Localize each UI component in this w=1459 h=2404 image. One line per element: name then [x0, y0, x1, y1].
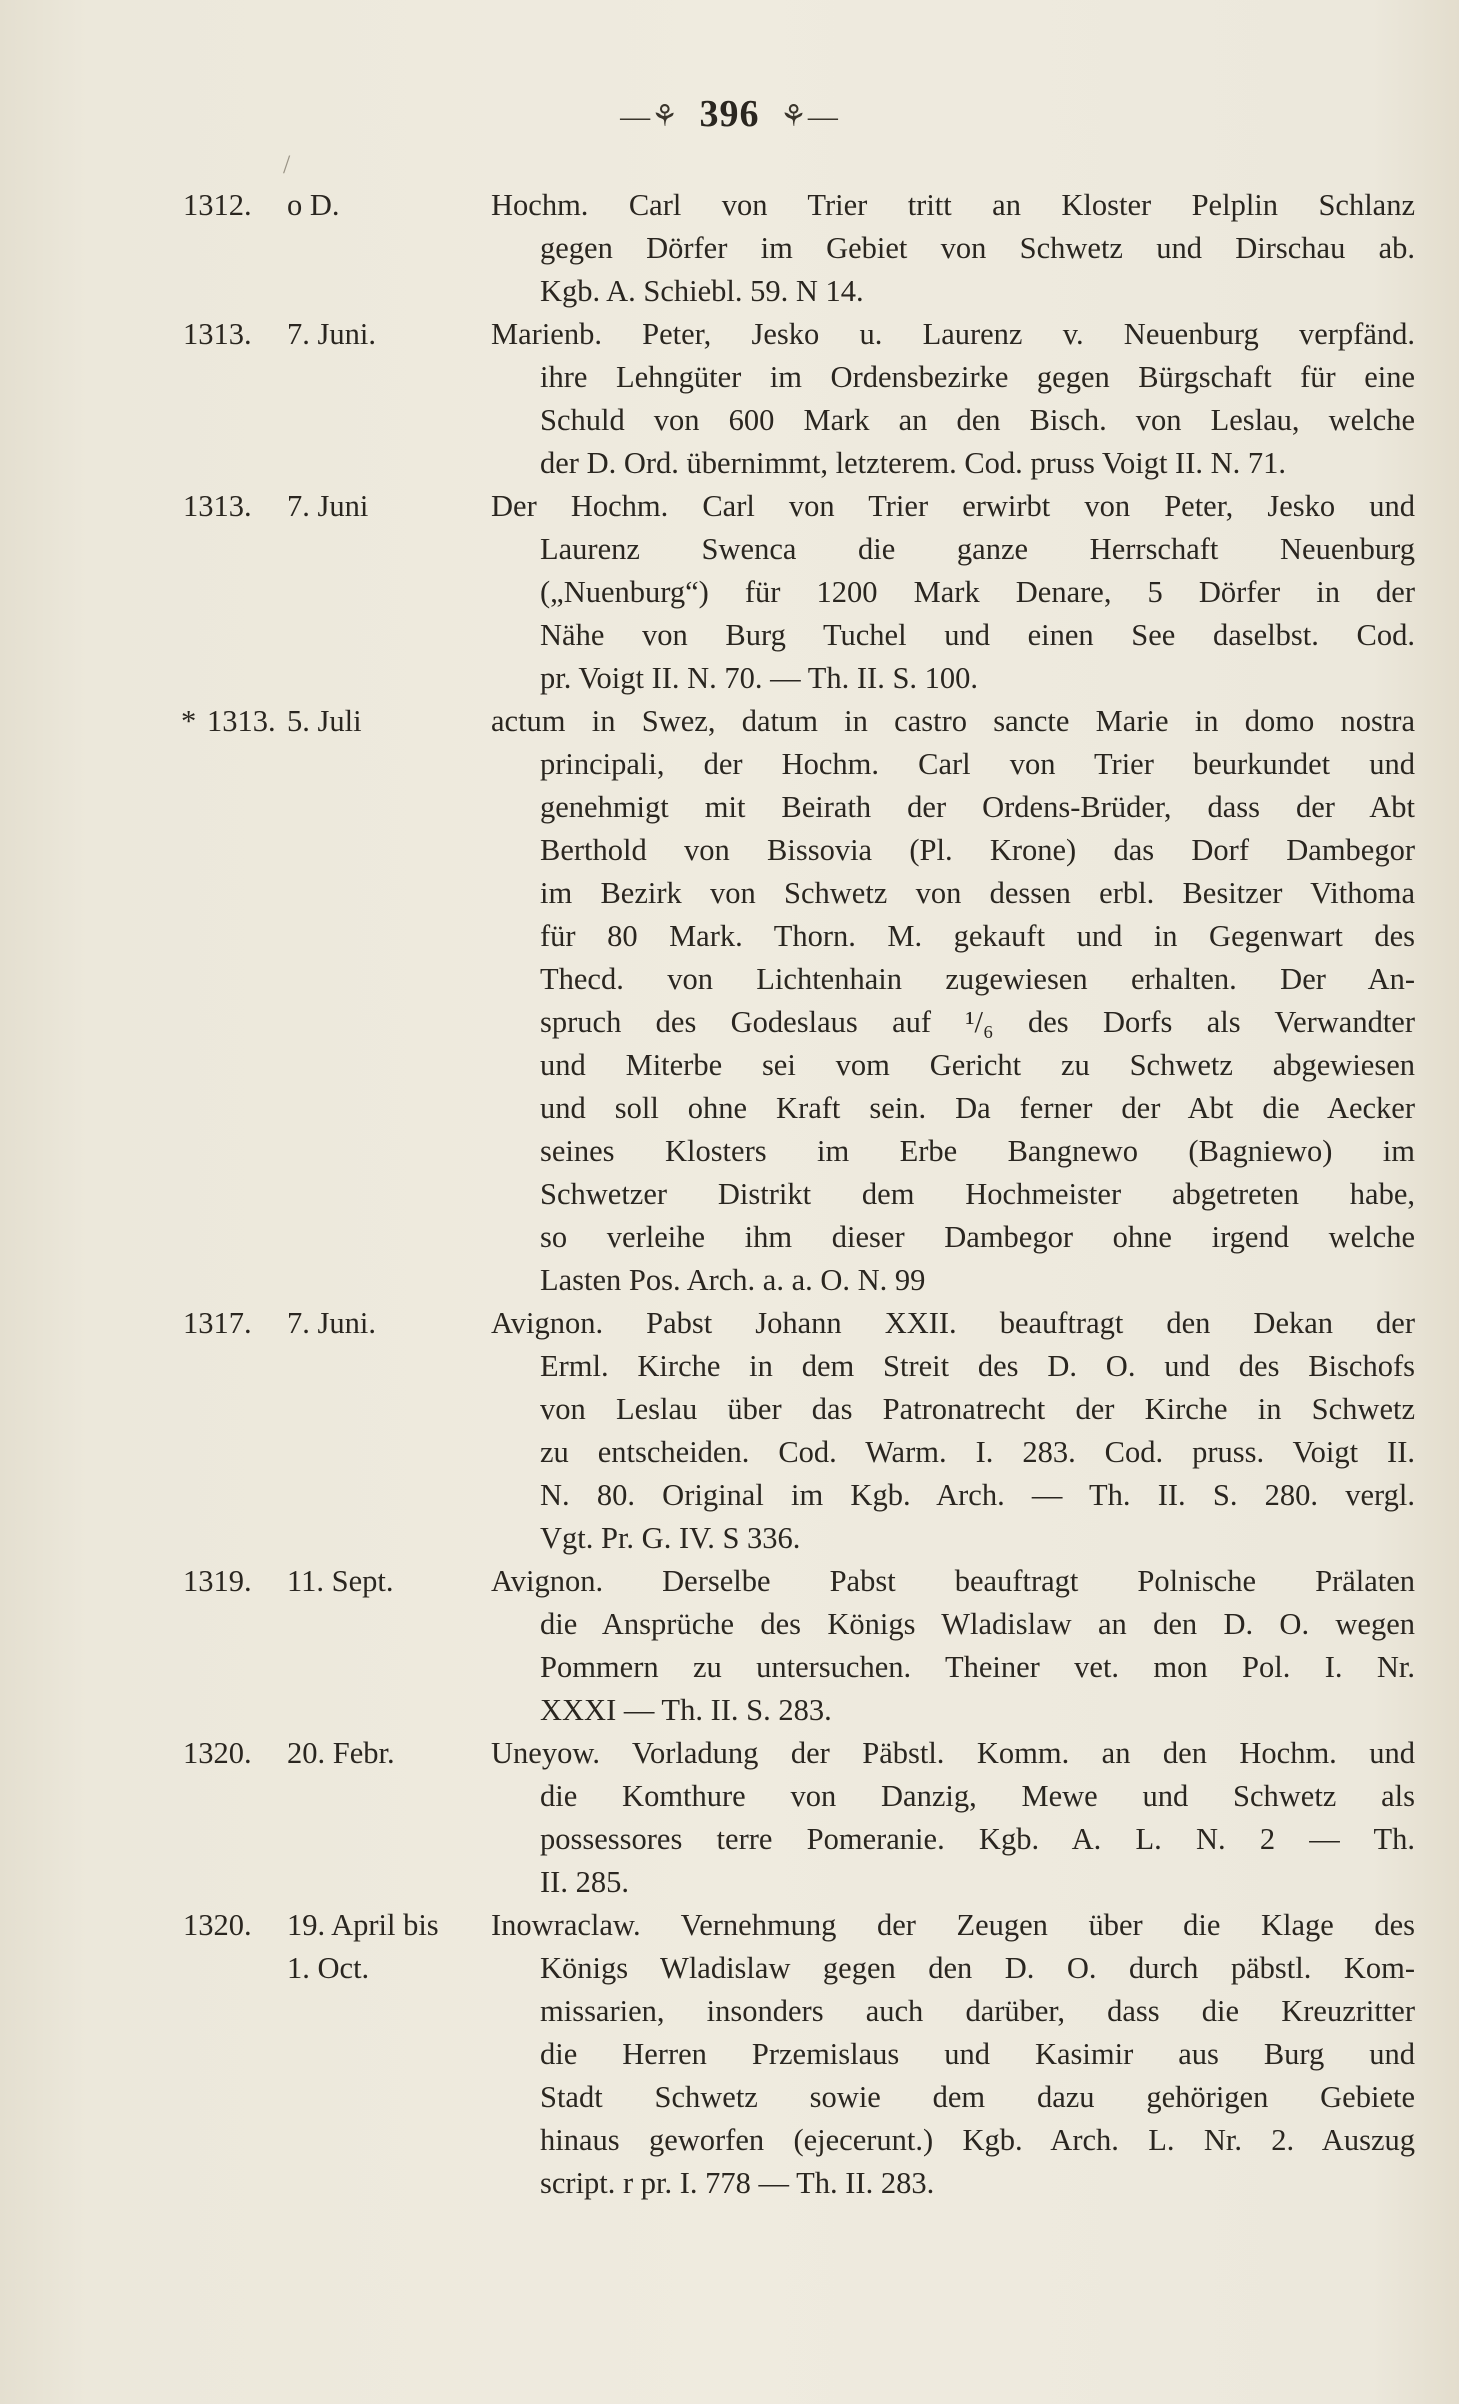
- entry-text-line: Berthold von Bissovia (Pl. Krone) das Dorf Dambegor: [540, 833, 1415, 867]
- entry-text-line: im Bezirk von Schwetz von dessen erbl. Besitzer Vithoma: [540, 876, 1415, 910]
- entry-year: 1313.: [183, 317, 252, 351]
- entry-asterisk: *: [181, 704, 197, 738]
- entry-text-line: Stadt Schwetz sowie dem dazu gehörigen Gebiete: [540, 2080, 1415, 2114]
- entry-text-line: pr. Voigt II. N. 70. — Th. II. S. 100.: [540, 661, 979, 695]
- entry-text-line: Schwetzer Distrikt dem Hochmeister abgetreten habe,: [540, 1177, 1415, 1211]
- entry-text-line: ihre Lehngüter im Ordensbezirke gegen Bürgschaft für eine: [540, 360, 1415, 394]
- entry-text-line: gegen Dörfer im Gebiet von Schwetz und Dirschau ab.: [540, 231, 1415, 265]
- entry-year: 1312.: [183, 188, 252, 222]
- entry-text-line: Königs Wladislaw gegen den D. O. durch päbstl. Kom-: [540, 1951, 1415, 1985]
- entry-text-line: Uneyow. Vorladung der Päbstl. Komm. an den Hochm. und: [491, 1736, 1415, 1770]
- entry-text-line: Hochm. Carl von Trier tritt an Kloster Pelplin Schlanz: [491, 188, 1415, 222]
- entry-text-line: Erml. Kirche in dem Streit des D. O. und des Bischofs: [540, 1349, 1415, 1383]
- entry-text-line: principali, der Hochm. Carl von Trier beurkundet und: [540, 747, 1415, 781]
- chronicle-entries: [0, 184, 1459, 2205]
- entry-text: [491, 184, 1415, 313]
- entry-text-line: von Leslau über das Patronatrecht der Kirche in Schwetz: [540, 1392, 1415, 1426]
- entry-text-line: Avignon. Pabst Johann XXII. beauftragt den Dekan der: [491, 1306, 1415, 1340]
- entry-text: [491, 700, 1415, 1302]
- header-ornament-left: —⚘: [620, 100, 679, 133]
- chronicle-entry: [0, 1732, 1459, 1904]
- entry-text-line: missarien, insonders auch darüber, dass die Kreuzritter: [540, 1994, 1415, 2028]
- entry-text-line: für 80 Mark. Thorn. M. gekauft und in Gegenwart des: [540, 919, 1415, 953]
- entry-text-line: Pommern zu untersuchen. Theiner vet. mon Pol. I. Nr.: [540, 1650, 1415, 1684]
- entry-text-line: genehmigt mit Beirath der Ordens-Brüder, dass der Abt: [540, 790, 1415, 824]
- entry-date: 7. Juni: [287, 489, 369, 523]
- entry-text-line: hinaus geworfen (ejecerunt.) Kgb. Arch. L. Nr. 2. Auszug: [540, 2123, 1415, 2157]
- entry-text: [491, 1904, 1415, 2205]
- chronicle-entry: [0, 700, 1459, 1302]
- entry-text-line: die Ansprüche des Königs Wladislaw an den D. O. wegen: [540, 1607, 1415, 1641]
- chronicle-entry: [0, 1560, 1459, 1732]
- entry-text-line: Kgb. A. Schiebl. 59. N 14.: [540, 274, 864, 308]
- entry-date: 7. Juni.: [287, 1306, 376, 1340]
- entry-year: 1320.: [183, 1908, 252, 1942]
- entry-date: o D.: [287, 188, 340, 222]
- entry-text-line: so verleihe ihm dieser Dambegor ohne irgend welche: [540, 1220, 1415, 1254]
- entry-text-line: die Herren Przemislaus und Kasimir aus Burg und: [540, 2037, 1415, 2071]
- entry-text-line: Marienb. Peter, Jesko u. Laurenz v. Neuenburg verpfänd.: [491, 317, 1415, 351]
- entry-text: [491, 1560, 1415, 1732]
- entry-text-line: die Komthure von Danzig, Mewe und Schwetz als: [540, 1779, 1415, 1813]
- chronicle-entry: [0, 1302, 1459, 1560]
- entry-text-line: („Nuenburg“) für 1200 Mark Denare, 5 Dörfer in der: [540, 575, 1415, 609]
- entry-year: 1319.: [183, 1564, 252, 1598]
- entry-text-line: Der Hochm. Carl von Trier erwirbt von Peter, Jesko und: [491, 489, 1415, 523]
- entry-text-line: actum in Swez, datum in castro sancte Marie in domo nostra: [491, 704, 1415, 738]
- entry-year: 1313.: [183, 489, 252, 523]
- entry-text-line: Vgt. Pr. G. IV. S 336.: [540, 1521, 801, 1555]
- entry-year: 1313.: [207, 704, 276, 738]
- entry-date: 5. Juli: [287, 704, 362, 738]
- entry-text-line: N. 80. Original im Kgb. Arch. — Th. II. S. 280. vergl.: [540, 1478, 1415, 1512]
- entry-text-line: II. 285.: [540, 1865, 629, 1899]
- entry-date: 11. Sept.: [287, 1564, 394, 1598]
- chronicle-entry: [0, 313, 1459, 485]
- entry-date: 20. Febr.: [287, 1736, 395, 1770]
- entry-text-line: spruch des Godeslaus auf ¹/₆ des Dorfs als Verwandter: [540, 1005, 1415, 1039]
- chronicle-entry: [0, 1904, 1459, 2205]
- entry-text-line: Avignon. Derselbe Pabst beauftragt Polnische Prälaten: [491, 1564, 1415, 1598]
- entry-year: 1317.: [183, 1306, 252, 1340]
- entry-text-line: Inowraclaw. Vernehmung der Zeugen über die Klage des: [491, 1908, 1415, 1942]
- page-number: 396: [699, 93, 760, 135]
- entry-year: 1320.: [183, 1736, 252, 1770]
- entry-text-line: Laurenz Swenca die ganze Herrschaft Neuenburg: [540, 532, 1415, 566]
- chronicle-entry: [0, 184, 1459, 313]
- entry-text: [491, 485, 1415, 700]
- stray-pen-mark: /: [283, 150, 291, 179]
- page-header: [0, 92, 1459, 136]
- entry-text-line: Thecd. von Lichtenhain zugewiesen erhalten. Der An-: [540, 962, 1415, 996]
- entry-text-line: zu entscheiden. Cod. Warm. I. 283. Cod. pruss. Voigt II.: [540, 1435, 1415, 1469]
- chronicle-entry: [0, 485, 1459, 700]
- entry-text-line: seines Klosters im Erbe Bangnewo (Bagniewo) im: [540, 1134, 1415, 1168]
- entry-text-line: possessores terre Pomeranie. Kgb. A. L. N. 2 — Th.: [540, 1822, 1415, 1856]
- entry-text: [491, 313, 1415, 485]
- entry-text: [491, 1732, 1415, 1904]
- entry-text-line: und Miterbe sei vom Gericht zu Schwetz abgewiesen: [540, 1048, 1415, 1082]
- entry-text-line: script. r pr. I. 778 — Th. II. 283.: [540, 2166, 935, 2200]
- entry-text-line: der D. Ord. übernimmt, letzterem. Cod. pruss Voigt II. N. 71.: [540, 446, 1287, 480]
- entry-text-line: und soll ohne Kraft sein. Da ferner der Abt die Aecker: [540, 1091, 1415, 1125]
- entry-text: [491, 1302, 1415, 1560]
- entry-date: 19. April bis 1. Oct.: [287, 1908, 439, 1985]
- entry-text-line: Lasten Pos. Arch. a. a. O. N. 99: [540, 1263, 926, 1297]
- header-ornament-right: ⚘—: [780, 100, 839, 133]
- entry-date: 7. Juni.: [287, 317, 376, 351]
- entry-text-line: Schuld von 600 Mark an den Bisch. von Leslau, welche: [540, 403, 1415, 437]
- entry-text-line: Nähe von Burg Tuchel und einen See daselbst. Cod.: [540, 618, 1415, 652]
- entry-text-line: XXXI — Th. II. S. 283.: [540, 1693, 832, 1727]
